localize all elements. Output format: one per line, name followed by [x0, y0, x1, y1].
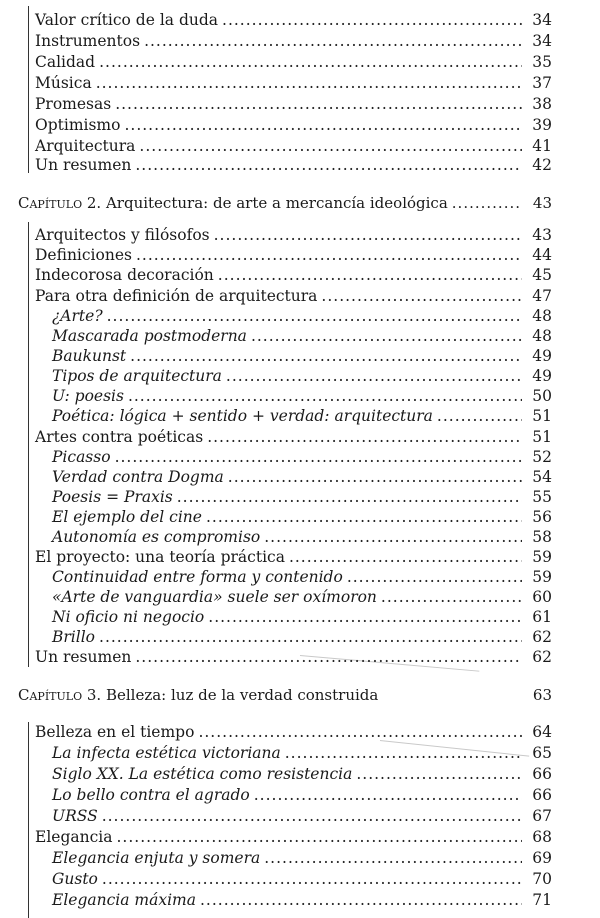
leader-dots — [200, 890, 522, 911]
page-number: 71 — [532, 891, 552, 909]
toc-subentry[interactable] — [52, 743, 552, 764]
leader-dots — [452, 193, 522, 214]
leader-dots — [264, 848, 522, 869]
leader-dots — [130, 346, 522, 367]
toc-entry[interactable] — [35, 265, 552, 286]
leader-dots — [115, 94, 522, 115]
leader-dots — [99, 627, 522, 648]
toc-subentry[interactable] — [52, 764, 552, 785]
page-number: 50 — [532, 387, 552, 405]
page-number: 52 — [532, 448, 552, 466]
entry-title: Poesis = Praxis — [52, 488, 173, 506]
toc-entry[interactable] — [35, 225, 552, 246]
chapter-heading[interactable] — [18, 193, 552, 214]
page-number: 49 — [532, 347, 552, 365]
leader-dots — [356, 764, 522, 785]
page-number: 55 — [532, 488, 552, 506]
entry-title: Lo bello contra el agrado — [52, 786, 250, 804]
toc-subentry[interactable] — [52, 567, 552, 588]
page-number: 59 — [532, 568, 552, 586]
entry-title: Verdad contra Dogma — [52, 468, 224, 486]
toc-entry[interactable] — [35, 136, 552, 157]
toc-entry[interactable] — [35, 286, 552, 307]
page-number: 43 — [532, 194, 552, 212]
section-rule — [28, 722, 29, 918]
toc-entry[interactable] — [35, 73, 552, 94]
leader-dots — [177, 487, 522, 508]
entry-title: Elegancia enjuta y somera — [52, 849, 261, 867]
toc-entry[interactable] — [35, 827, 552, 848]
chapter-title — [18, 193, 448, 214]
page-number: 66 — [532, 765, 552, 783]
entry-title: El ejemplo del cine — [52, 508, 202, 526]
page-number: 64 — [532, 723, 552, 741]
leader-dots — [102, 806, 522, 827]
toc-entry[interactable] — [35, 155, 552, 176]
entry-title: Brillo — [52, 628, 96, 646]
entry-title: Autonomía es compromiso — [52, 528, 261, 546]
page-number: 67 — [532, 807, 552, 825]
chapter-number: Capítulo 2. — [18, 194, 102, 212]
toc-entry[interactable] — [35, 647, 552, 668]
entry-title: Indecorosa decoración — [35, 266, 214, 284]
entry-title: Un resumen — [35, 648, 132, 666]
page-number: 49 — [532, 367, 552, 385]
page-number: 41 — [532, 137, 552, 155]
entry-title: Calidad — [35, 53, 96, 71]
leader-dots — [218, 265, 522, 286]
leader-dots — [96, 73, 522, 94]
toc-subentry[interactable] — [52, 848, 552, 869]
leader-dots — [381, 587, 522, 608]
leader-dots — [321, 286, 522, 307]
leader-dots — [208, 607, 522, 628]
toc-entry[interactable] — [35, 115, 552, 136]
entry-title: Tipos de arquitectura — [52, 367, 222, 385]
toc-entry[interactable] — [35, 547, 552, 568]
section-rule — [28, 6, 29, 173]
entry-title: Belleza en el tiempo — [35, 723, 195, 741]
entry-title: Optimismo — [35, 116, 121, 134]
page-number: 45 — [532, 266, 552, 284]
entry-title: Definiciones — [35, 246, 132, 264]
leader-dots — [115, 447, 522, 468]
toc-entry[interactable] — [35, 10, 552, 31]
page-number: 34 — [532, 11, 552, 29]
toc-subentry[interactable] — [52, 890, 552, 911]
entry-title: Gusto — [52, 870, 98, 888]
page-number: 66 — [532, 786, 552, 804]
leader-dots — [144, 31, 522, 52]
page-number: 68 — [532, 828, 552, 846]
leader-dots — [222, 10, 522, 31]
toc-subentry[interactable] — [52, 346, 552, 367]
page-number: 60 — [532, 588, 552, 606]
page-number: 42 — [532, 156, 552, 174]
toc-subentry[interactable] — [52, 467, 552, 488]
toc-subentry[interactable] — [52, 386, 552, 407]
entry-title: Elegancia máxima — [52, 891, 196, 909]
leader-dots — [228, 467, 522, 488]
toc-subentry[interactable] — [52, 406, 552, 427]
toc-subentry[interactable] — [52, 527, 552, 548]
page-number: 39 — [532, 116, 552, 134]
entry-title: Siglo XX. La estética como resistencia — [52, 765, 353, 783]
page-number: 48 — [532, 307, 552, 325]
page-number: 47 — [532, 287, 552, 305]
toc-subentry[interactable] — [52, 627, 552, 648]
entry-title: Elegancia — [35, 828, 113, 846]
page-number: 56 — [532, 508, 552, 526]
page-number: 61 — [532, 608, 552, 626]
leader-dots — [99, 52, 522, 73]
page-number: 51 — [532, 428, 552, 446]
chapter-heading[interactable] — [18, 685, 552, 706]
entry-title: URSS — [52, 807, 98, 825]
toc-subentry[interactable] — [52, 447, 552, 468]
chapter-name: Belleza: luz de la verdad construida — [105, 686, 379, 704]
page-number: 34 — [532, 32, 552, 50]
toc-entry[interactable] — [35, 94, 552, 115]
leader-dots — [226, 366, 522, 387]
entry-title: U: poesis — [52, 387, 124, 405]
entry-title: Baukunst — [52, 347, 127, 365]
entry-title: Continuidad entre forma y contenido — [52, 568, 343, 586]
toc-subentry[interactable] — [52, 306, 552, 327]
toc-subentry[interactable] — [52, 366, 552, 387]
entry-title: Artes contra poéticas — [35, 428, 204, 446]
leader-dots — [285, 743, 522, 764]
leader-dots — [264, 527, 522, 548]
toc-subentry[interactable] — [52, 487, 552, 508]
page-number: 63 — [532, 686, 552, 704]
toc-subentry[interactable] — [52, 785, 552, 806]
toc-entry[interactable] — [35, 722, 552, 743]
page-number: 44 — [532, 246, 552, 264]
leader-dots — [139, 136, 522, 157]
toc-subentry[interactable] — [52, 326, 552, 347]
page-number: 58 — [532, 528, 552, 546]
page-number: 65 — [532, 744, 552, 762]
page-number: 59 — [532, 548, 552, 566]
page-number: 43 — [532, 226, 552, 244]
page-number: 38 — [532, 95, 552, 113]
leader-dots — [254, 785, 522, 806]
page-number: 51 — [532, 407, 552, 425]
toc-entry[interactable] — [35, 427, 552, 448]
leader-dots — [136, 245, 522, 266]
page-number: 54 — [532, 468, 552, 486]
page-number: 35 — [532, 53, 552, 71]
page-number: 70 — [532, 870, 552, 888]
entry-title: El proyecto: una teoría práctica — [35, 548, 285, 566]
toc-subentry[interactable] — [52, 587, 552, 608]
page-number: 69 — [532, 849, 552, 867]
entry-title: La infecta estética victoriana — [52, 744, 281, 762]
leader-dots — [135, 155, 522, 176]
leader-dots — [251, 326, 522, 347]
leader-dots — [116, 827, 522, 848]
toc-subentry[interactable] — [52, 869, 552, 890]
entry-title: «Arte de vanguardia» suele ser oxímoron — [52, 588, 377, 606]
leader-dots — [102, 869, 522, 890]
chapter-title — [18, 685, 378, 706]
chapter-number: Capítulo 3. — [18, 686, 102, 704]
page-number: 37 — [532, 74, 552, 92]
entry-title: Poética: lógica + sentido + verdad: arquitectura — [52, 407, 433, 425]
toc-subentry[interactable] — [52, 507, 552, 528]
leader-dots — [289, 547, 522, 568]
entry-title: Un resumen — [35, 156, 132, 174]
entry-title: Para otra definición de arquitectura — [35, 287, 318, 305]
leader-dots — [124, 115, 522, 136]
leader-dots — [347, 567, 522, 588]
entry-title: ¿Arte? — [52, 307, 103, 325]
entry-title: Promesas — [35, 95, 112, 113]
toc-entry[interactable] — [35, 31, 552, 52]
leader-dots — [207, 427, 522, 448]
chapter-name: Arquitectura: de arte a mercancía ideológica — [105, 194, 448, 212]
entry-title: Música — [35, 74, 92, 92]
toc-subentry[interactable] — [52, 607, 552, 628]
leader-dots — [128, 386, 522, 407]
toc-entry[interactable] — [35, 52, 552, 73]
entry-title: Mascarada postmoderna — [52, 327, 247, 345]
entry-title: Ni oficio ni negocio — [52, 608, 205, 626]
leader-dots — [206, 507, 522, 528]
section-rule — [28, 222, 29, 667]
leader-dots — [107, 306, 522, 327]
page-number: 48 — [532, 327, 552, 345]
toc-subentry[interactable] — [52, 806, 552, 827]
entry-title: Arquitectos y filósofos — [35, 226, 210, 244]
leader-dots — [198, 722, 522, 743]
leader-dots — [437, 406, 522, 427]
entry-title: Instrumentos — [35, 32, 141, 50]
leader-dots — [135, 647, 522, 668]
entry-title: Picasso — [52, 448, 111, 466]
leader-dots — [214, 225, 522, 246]
entry-title: Arquitectura — [35, 137, 136, 155]
page-number: 62 — [532, 628, 552, 646]
toc-entry[interactable] — [35, 245, 552, 266]
page-number: 62 — [532, 648, 552, 666]
entry-title: Valor crítico de la duda — [35, 11, 219, 29]
